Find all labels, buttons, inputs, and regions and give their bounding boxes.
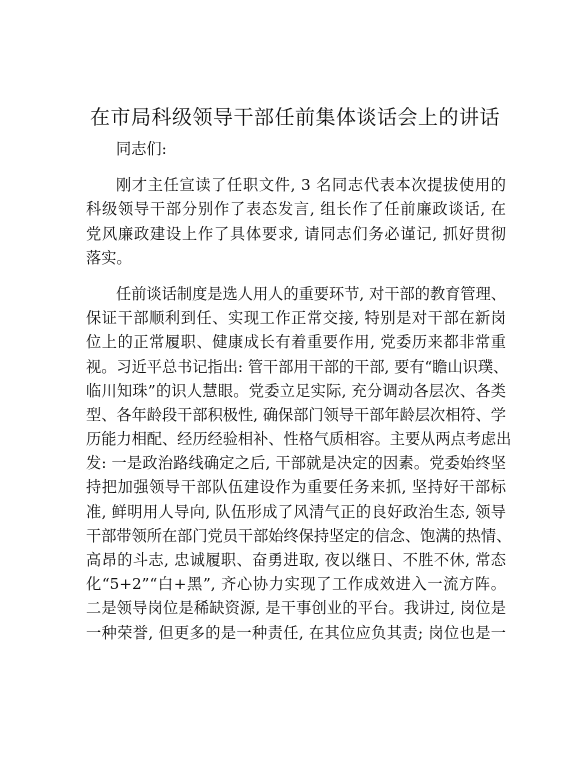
document-title: 在市局科级领导干部任前集体谈话会上的讲话 xyxy=(90,105,500,129)
salutation: 同志们: xyxy=(116,140,167,158)
paragraph-line: 临川知珠”的识人慧眼。党委立足实际, 充分调动各层次、各类 xyxy=(86,381,506,400)
paragraph-line: 党风廉政建设上作了具体要求, 请同志们务必谨记, 抓好贯彻 xyxy=(86,224,506,243)
paragraph-line: 历能力相配、经历经验相补、性格气质相容。主要从两点考虑出 xyxy=(86,430,512,449)
paragraph-line: 刚才主任宣读了任职文件, 3 名同志代表本次提拔使用的 xyxy=(116,176,506,195)
paragraph-line: 高昂的斗志, 忠诚履职、奋勇进取, 夜以继日、不胜不休, 常态 xyxy=(86,551,506,569)
paragraph-line: 型、各年龄段干部积极性, 确保部门领导干部年龄层次相符、学 xyxy=(86,405,506,424)
paragraph-1 xyxy=(86,173,506,270)
paragraph-line: 任前谈话制度是选人用人的重要环节, 对干部的教育管理、 xyxy=(116,284,506,303)
paragraph-line: 准, 鲜明用人导向, 队伍形成了风清气正的良好政治生态, 领导 xyxy=(86,502,506,521)
paragraph-line: 化“5+2”“白+黑”, 齐心协力实现了工作成效进入一流方阵。 xyxy=(86,575,506,594)
document-body xyxy=(86,137,512,645)
paragraph-line: 干部带领所在部门党员干部始终保持坚定的信念、饱满的热情、 xyxy=(86,526,512,545)
paragraph-gap xyxy=(86,270,506,282)
paragraph-line: 科级领导干部分别作了表态发言, 组长作了任前廉政谈话, 在 xyxy=(86,200,506,219)
paragraph-line: 发: 一是政治路线确定之后, 干部就是决定的因素。党委始终坚 xyxy=(86,454,506,473)
paragraph-line: 一种荣誉, 但更多的是一种责任, 在其位应负其责; 岗位也是一 xyxy=(86,623,506,642)
paragraph-line: 持把加强领导干部队伍建设作为重要任务来抓, 坚持好干部标 xyxy=(86,478,506,497)
paragraph-gap xyxy=(86,161,506,173)
paragraph-line: 视。习近平总书记指出: 管干部用干部的干部, 要有“瞻山识璞、 xyxy=(86,357,509,376)
paragraph-line: 保证干部顺利到任、实现工作正常交接, 特别是对干部在新岗 xyxy=(86,309,506,328)
paragraph-line: 位上的正常履职、健康成长有着重要作用, 党委历来都非常重 xyxy=(86,333,506,352)
paragraph-2 xyxy=(86,282,512,645)
paragraph-line: 二是领导岗位是稀缺资源, 是干事创业的平台。我讲过, 岗位是 xyxy=(86,599,506,618)
paragraph-line: 落实。 xyxy=(86,248,132,267)
